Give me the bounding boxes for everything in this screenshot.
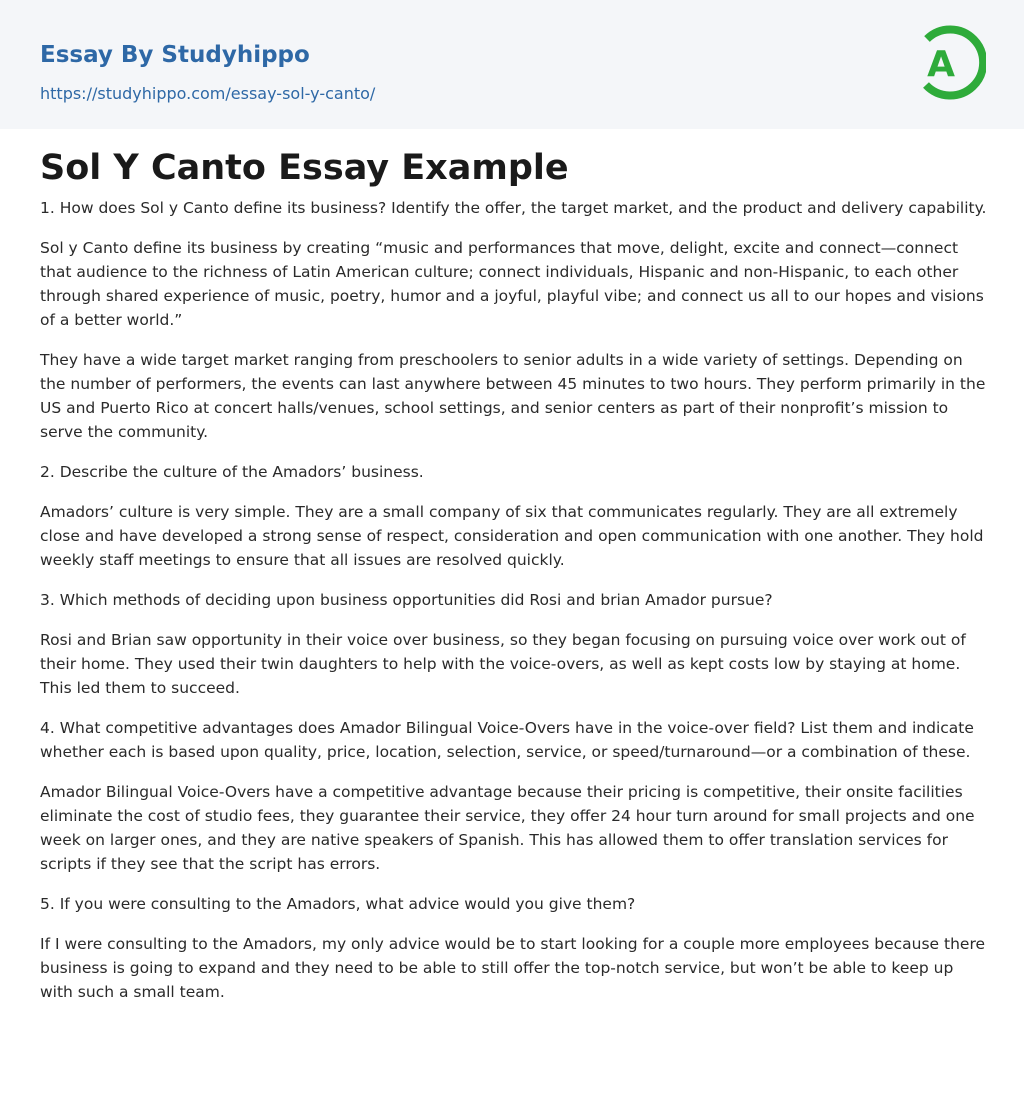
site-brand[interactable]: Essay By Studyhippo xyxy=(40,42,310,68)
question-1: 1. How does Sol y Canto define its business? Identify the offer, the target market, and the product and delivery capability. xyxy=(40,199,987,217)
question-3: 3. Which methods of deciding upon business opportunities did Rosi and brian Amador pursue? xyxy=(40,591,773,609)
question-5: 5. If you were consulting to the Amadors, what advice would you give them? xyxy=(40,895,636,913)
question-2: 2. Describe the culture of the Amadors’ business. xyxy=(40,463,424,481)
answer-3: Rosi and Brian saw opportunity in their voice over business, so they began focusing on pursuing voice over work out of their home. They used their twin daughters to help with the voice-overs, as well as kept costs low by staying at home. This led them to succeed. xyxy=(40,631,966,697)
article xyxy=(40,146,990,1020)
answer-1-paragraph-2: They have a wide target market ranging from preschoolers to senior adults in a wide variety of settings. Depending on the number of performers, the events can last anywhere between 45 minutes to two hours. They perform primarily in the US and Puerto Rico at concert halls/venues, school settings, and senior centers as part of their nonprofit’s mission to serve the community. xyxy=(40,351,986,441)
answer-1-paragraph-1: Sol y Canto define its business by creating “music and performances that move, delight, excite and connect—connect that audience to the richness of Latin American culture; connect individuals, Hispanic and non-Hispanic, to each other through shared experience of music, poetry, humor and a joyful, playful vibe; and connect us all to our hopes and visions of a better world.” xyxy=(40,239,984,329)
logo-letter: A xyxy=(927,44,955,85)
answer-2: Amadors’ culture is very simple. They are a small company of six that communicates regularly. They are all extremely close and have developed a strong sense of respect, consideration and open communication with one another. They hold weekly staff meetings to ensure that all issues are resolved quickly. xyxy=(40,503,984,569)
studyhippo-logo-icon[interactable] xyxy=(912,19,986,105)
page-header xyxy=(0,0,1024,129)
answer-5: If I were consulting to the Amadors, my only advice would be to start looking for a couple more employees because there business is going to expand and they need to be able to still offer the top-notch service, but won’t be able to keep up with such a small team. xyxy=(40,935,986,1001)
article-title: Sol Y Canto Essay Example xyxy=(40,148,569,188)
question-4: 4. What competitive advantages does Amador Bilingual Voice-Overs have in the voice-over field? List them and indicate whether each is based upon quality, price, location, selection, service, or speed/turnaround—or a combination of these. xyxy=(40,719,974,761)
source-url-link[interactable]: https://studyhippo.com/essay-sol-y-canto/ xyxy=(40,84,376,103)
answer-4: Amador Bilingual Voice-Overs have a competitive advantage because their pricing is competitive, their onsite facilities eliminate the cost of studio fees, they guarantee their service, they offer 24 hour turn around for small projects and one week on larger ones, and they are native speakers of Spanish. This has allowed them to offer translation services for scripts if they see that the script has errors. xyxy=(40,783,975,873)
